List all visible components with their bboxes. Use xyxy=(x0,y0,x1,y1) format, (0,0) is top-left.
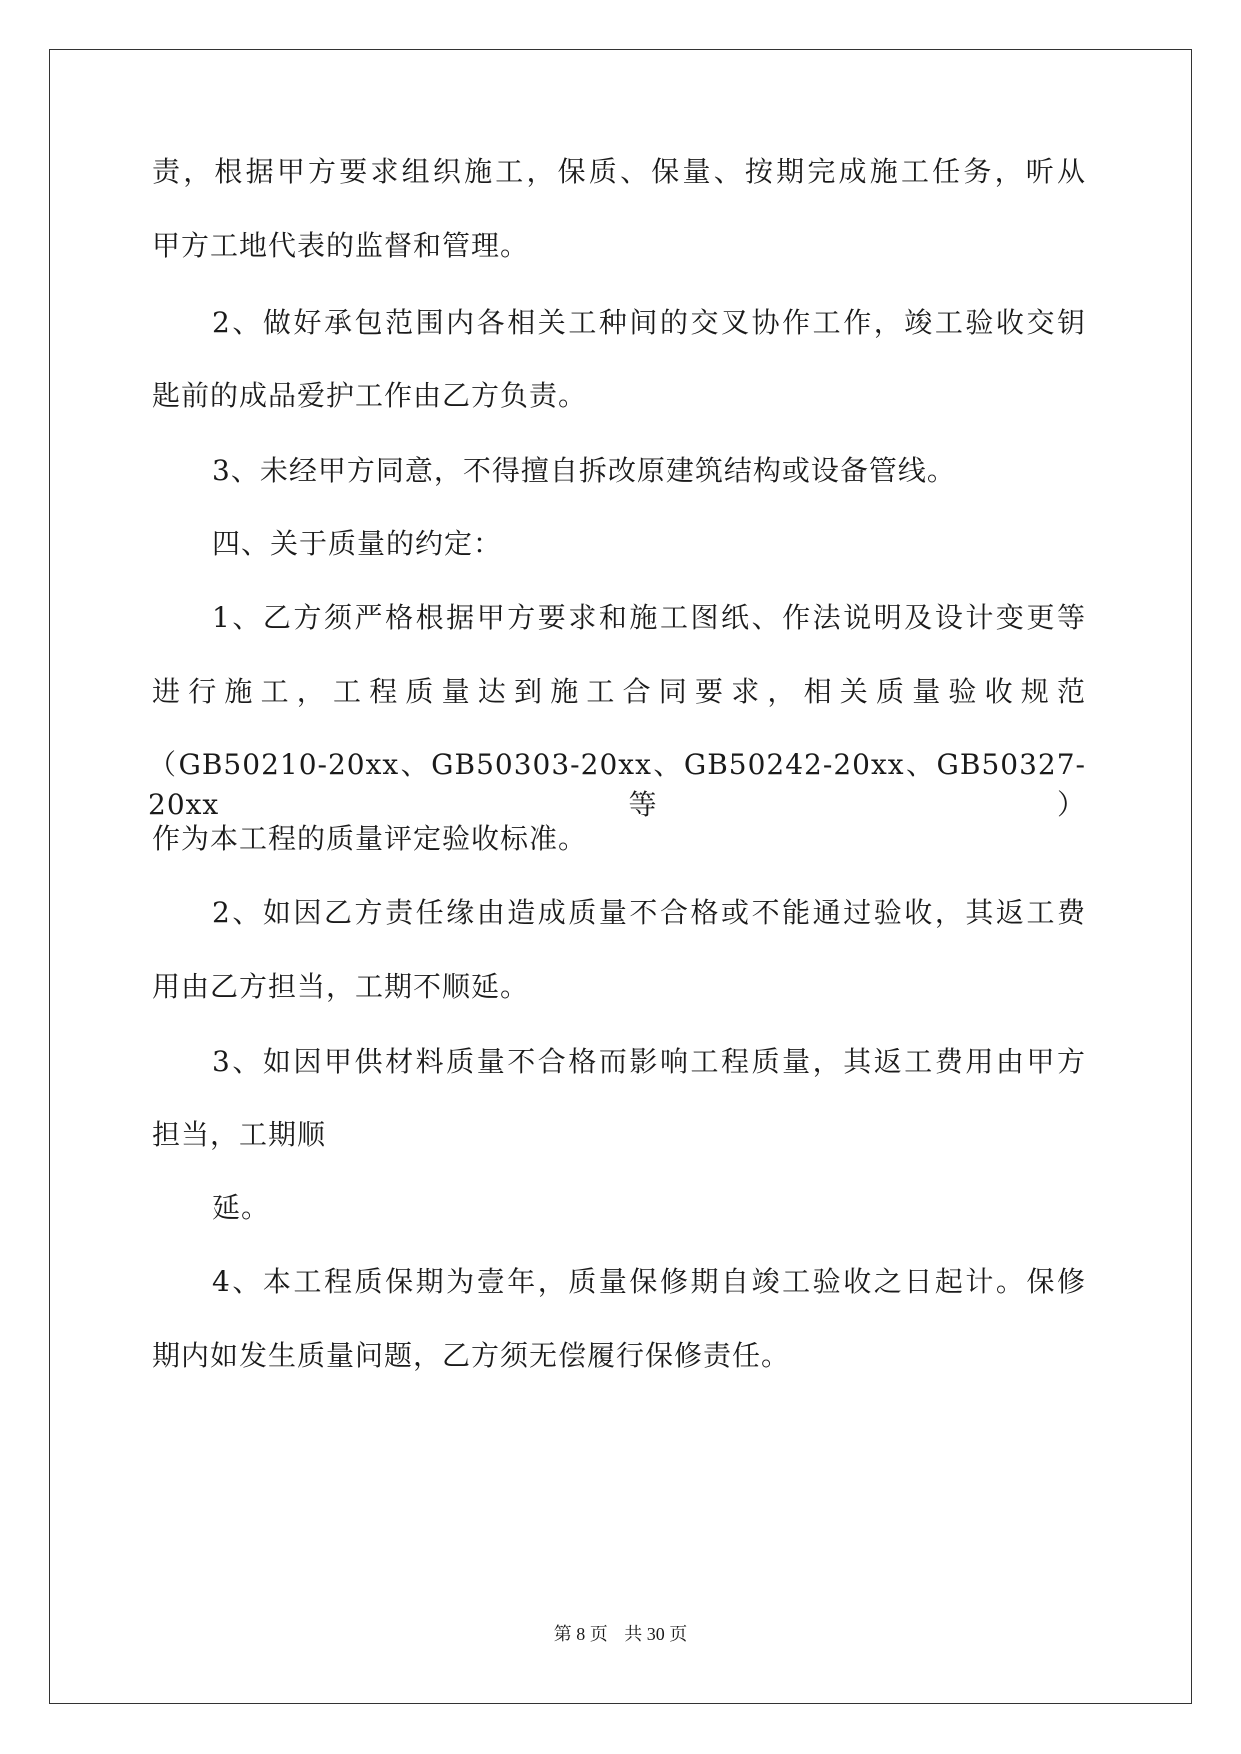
body-line-1: 责，根据甲方要求组织施工，保质、保量、按期完成施工任务，听从 xyxy=(152,155,1086,188)
body-line-4: 匙前的成品爱护工作由乙方负责。 xyxy=(152,379,588,412)
body-line-3: 2、做好承包范围内各相关工种间的交叉协作工作，竣工验收交钥 xyxy=(212,306,1086,339)
page-frame xyxy=(49,49,1192,1704)
body-line-7: 1、乙方须严格根据甲方要求和施工图纸、作法说明及设计变更等 xyxy=(212,601,1086,634)
body-line-16: 4、本工程质保期为壹年，质量保修期自竣工验收之日起计。保修 xyxy=(212,1265,1086,1298)
body-line-10: 作为本工程的质量评定验收标准。 xyxy=(152,822,588,855)
page-total: 共 30 页 xyxy=(624,1624,688,1644)
body-line-2: 甲方工地代表的监督和管理。 xyxy=(152,229,530,262)
body-line-9: （GB50210-20xx、GB50303-20xx、GB50242-20xx、GB50327-20xx 等） xyxy=(148,748,1086,821)
section-heading: 四、关于质量的约定： xyxy=(212,527,503,560)
body-line-15: 延。 xyxy=(212,1191,271,1224)
body-line-8: 进行施工，工程质量达到施工合同要求，相关质量验收规范 xyxy=(152,675,1086,708)
body-line-13: 3、如因甲供材料质量不合格而影响工程质量，其返工费用由甲方 xyxy=(212,1045,1086,1078)
body-line-14: 担当，工期顺 xyxy=(152,1118,327,1151)
body-line-11: 2、如因乙方责任缘由造成质量不合格或不能通过验收，其返工费 xyxy=(212,896,1086,929)
page-footer xyxy=(0,1620,1241,1646)
body-line-12: 用由乙方担当，工期不顺延。 xyxy=(152,970,530,1003)
body-line-5: 3、未经甲方同意，不得擅自拆改原建筑结构或设备管线。 xyxy=(212,454,956,487)
body-line-17: 期内如发生质量问题，乙方须无偿履行保修责任。 xyxy=(152,1339,791,1372)
page-number: 第 8 页 xyxy=(553,1624,608,1644)
